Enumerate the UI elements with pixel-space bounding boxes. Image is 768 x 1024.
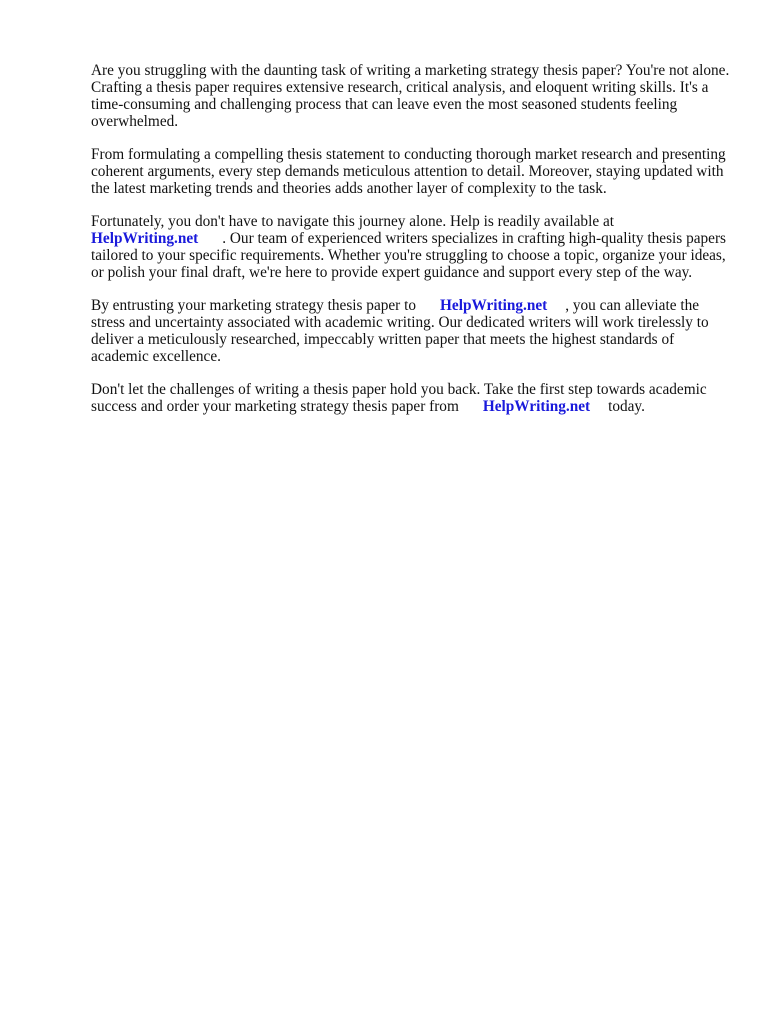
document-body [91, 62, 731, 431]
paragraph-help-text-1: Fortunately, you don't have to navigate this journey alone. Help is readily available at [91, 213, 614, 230]
paragraph-cta-text-2: today. [608, 398, 645, 415]
paragraph-cta-text-1: Don't let the challenges of writing a thesis paper hold you back. Take the first step towards academic success and order your marketing strategy thesis paper from [91, 381, 707, 415]
paragraph-entrust [91, 297, 731, 365]
paragraph-intro: Are you struggling with the daunting task of writing a marketing strategy thesis paper? You're not alone. Crafting a thesis paper requires extensive research, critical analysis, and eloquent writing skills. It's a time-consuming and challenging process that can leave even the most seasoned students feeling overwhelmed. [91, 62, 730, 130]
helpwriting-link-3[interactable]: HelpWriting.net [482, 398, 591, 415]
helpwriting-link-1[interactable]: HelpWriting.net [91, 230, 199, 247]
paragraph-cta [91, 381, 731, 415]
paragraph-entrust-text-1: By entrusting your marketing strategy thesis paper to [91, 297, 416, 314]
paragraph-help [91, 213, 731, 281]
paragraph-challenges: From formulating a compelling thesis statement to conducting thorough market research and presenting coherent arguments, every step demands meticulous attention to detail. Moreover, staying updated with the latest marketing trends and theories adds another layer of complexity to the task. [91, 146, 726, 197]
paragraph-help-text-2: . Our team of experienced writers specializes in crafting high-quality thesis papers tailored to your specific requirements. Whether you're struggling to choose a topic, organize your ideas, or polish your final draft, we're here to provide expert guidance and support every step of the way. [91, 230, 727, 281]
paragraph-entrust-text-2: , you can alleviate the stress and uncertainty associated with academic writing. Our dedicated writers will work tirelessly to deliver a meticulously researched, impeccably written paper that meets the highest standards of academic excellence. [91, 297, 709, 365]
helpwriting-link-2[interactable]: HelpWriting.net [440, 297, 548, 314]
